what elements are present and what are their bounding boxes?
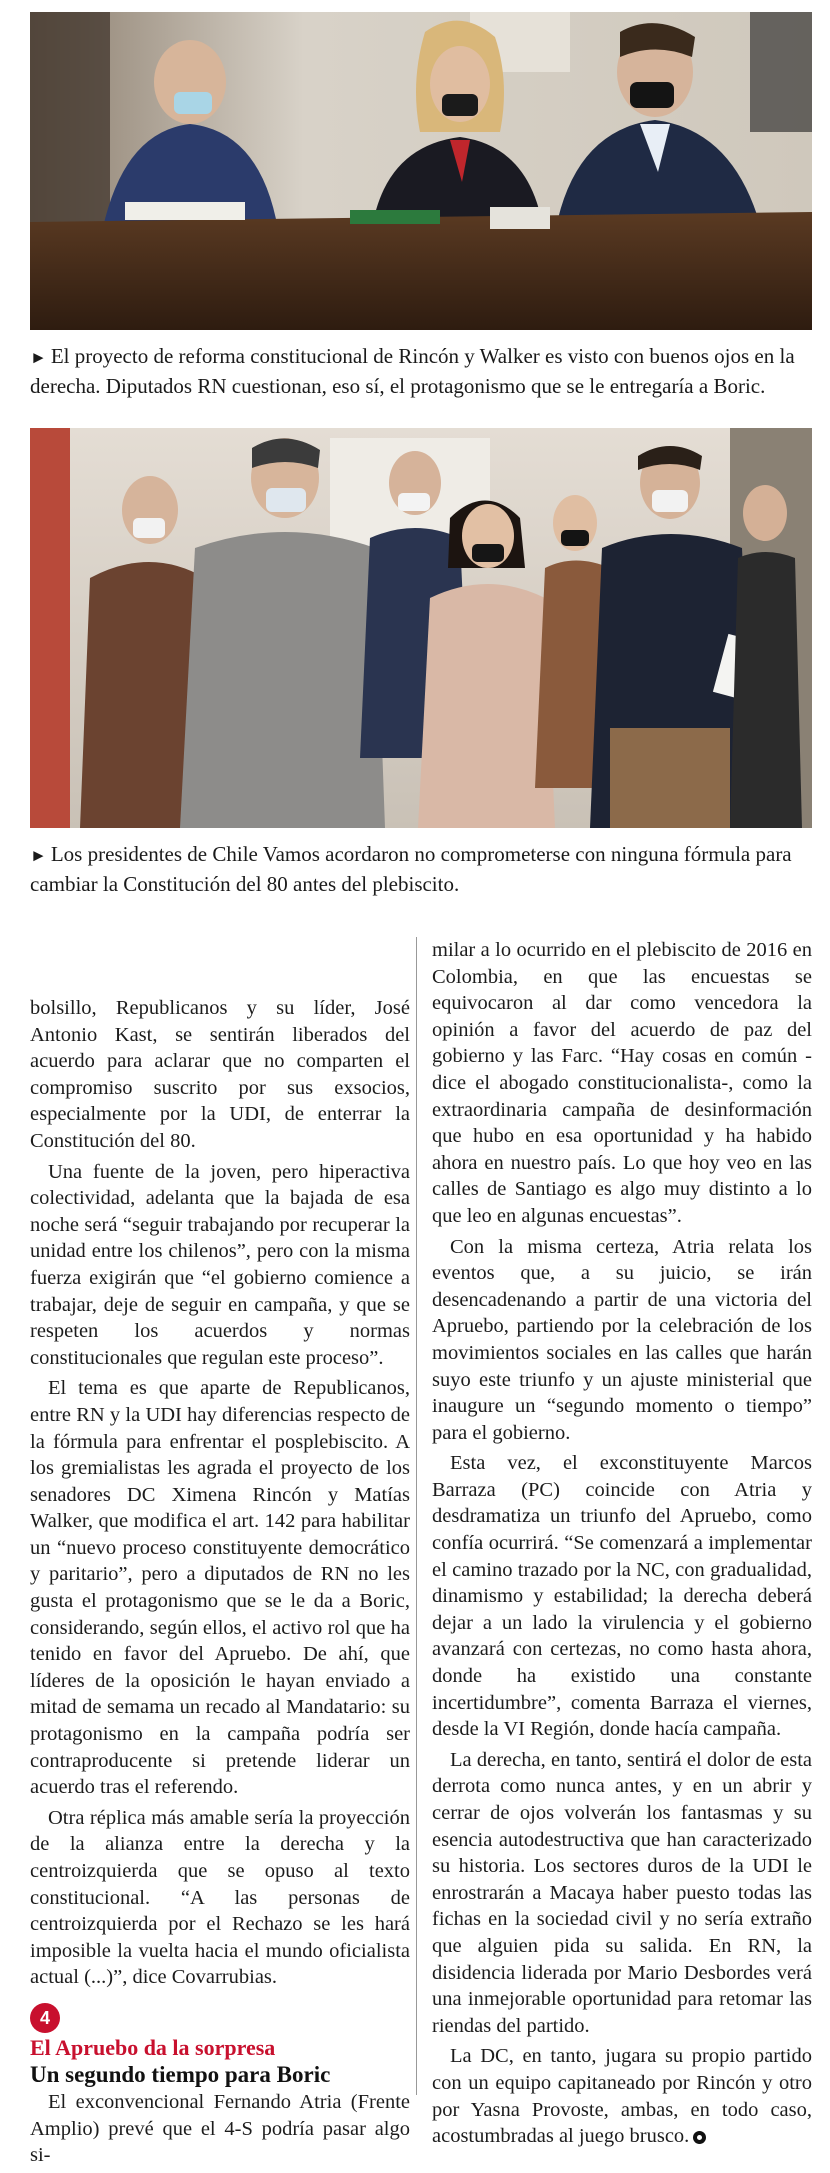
section-subtitle: Un segundo tiempo para Boric (30, 2061, 331, 2087)
caption-text-1: El proyecto de reforma constitucional de Rincón y Walker es visto con buenos ojos en la derecha. Diputados RN cuestionan, eso sí, el protagonismo que se le entregaría a Boric. (30, 344, 795, 398)
article-paragraph: Otra réplica más amable sería la proyección de la alianza entre la derecha y la centroizquierda que se opuso al texto constitucional. “A las personas de centroizquierda por el Rechazo se les hará imposible la vuelta hacia el mundo oficialista actual (...)”, dice Covarrubias. (30, 1806, 410, 1989)
article-paragraph: Esta vez, el exconstituyente Marcos Barraza (PC) coincide con Atria y desdramatiza un triunfo del Apruebo, como confía ocurrirá. “Se comenzará a implementar el camino trazado por la NC, con gradualidad, dinamismo y estabilidad; la derecha deberá dejar a un lado la virulencia y el gobierno avanzará con certezas, no como hasta ahora, donde ha existido una constante incertidumbre”, comenta Barraza el viernes, desde la VI Región, donde hacía campaña. (432, 1452, 812, 1741)
caption-marker: ► (30, 846, 47, 865)
article-paragraph: Una fuente de la joven, pero hiperactiva colectividad, adelanta que la bajada de esa noche será “seguir trabajando por recuperar la unidad entre los chilenos”, pero con la misma fuerza exigirán que “el gobierno comience a trabajar, deje de seguir en campaña, y que se respeten los acuerdos y normas constitucionales que regulan este proceso”. (30, 1160, 410, 1369)
section-title: El Apruebo da la sorpresa (30, 2034, 276, 2060)
article-paragraph: El exconvencional Fernando Atria (Frente Amplio) prevé que el 4-S podría pasar algo si- (30, 2090, 410, 2167)
article-paragraph: Con la misma certeza, Atria relata los eventos que, a su juicio, se irán desencadenando a partir de una victoria del Apruebo, partiendo por la celebración de los movimientos sociales en las calles que harán suyo este triunfo y un ajuste ministerial que inaugure un “segundo momento o tiempo” para el gobierno. (432, 1235, 812, 1444)
article-column-right (432, 937, 812, 2154)
article-paragraph: La derecha, en tanto, sentirá el dolor de esta derrota como nunca antes, y en un abrir y cerrar de ojos volverán los fantasmas y su esencia autodestructiva que han caracterizado su historia. Los sectores duros de la UDI le enrostrarán a Macaya haber puesto todas las fichas en la sociedad civil y no sería extraño que alguien pida su salida. En RN, la disidencia liderada por Mario Desbordes verá una inmejorable oportunidad para retomar las riendas del partido. (432, 1748, 812, 2037)
article-paragraph: bolsillo, Republicanos y su líder, José Antonio Kast, se sentirán liberados del acuerdo para aclarar que no comparten el compromiso suscrito por sus exsocios, especialmente por la UDI, de enterrar la Constitución del 80. (30, 997, 410, 1152)
photo-caption-1 (30, 342, 812, 401)
column-divider (416, 937, 417, 2095)
section-number-badge: 4 (30, 2003, 60, 2033)
article-paragraph: El tema es que aparte de Republicanos, entre RN y la UDI hay diferencias respecto de la fórmula para enfrentar el posplebiscito. A los gremialistas les agrada el proyecto de los senadores DC Ximena Rincón y Matías Walker, que modifica el art. 142 para habilitar un “nuevo proceso constituyente democrático y paritario”, pero a diputados de RN no les gusta el protagonismo que se le da a Boric, considerando, según ellos, el activo rol que ha tenido en favor del Apruebo. De ahí, que líderes de la oposición le hayan enviado a mitad de semama un recado al Mandatario: su protagonismo en la campaña podría ser contraproducente si pretende liderar un acuerdo tras el referendo. (30, 1377, 410, 1799)
article-column-left (30, 995, 410, 2173)
article-paragraph: milar a lo ocurrido en el plebiscito de 2016 en Colombia, en que las encuestas se equivocaron al dar como vencedora la opinión a favor del acuerdo de paz del gobierno y las Farc. “Hay cosas en común -dice el abogado constitucionalista-, como la extraordinaria campaña de desinformación que hubo en esa oportunidad y ha habido ahora en nuestro país. Lo que hoy veo en las calles de Santiago es algo muy distinto a lo que leo en algunas encuestas”. (432, 939, 812, 1227)
photo-meeting (30, 12, 812, 330)
photo-chile-vamos (30, 428, 812, 828)
article-last-text: La DC, en tanto, jugara su propio partido con un equipo capitaneado por Rincón y otro por Yasna Provoste, ambas, en todo caso, acostumbradas al juego brusco. (432, 2045, 812, 2148)
article-paragraph-last (432, 2043, 812, 2149)
photo-caption-2 (30, 840, 812, 899)
caption-text-2: Los presidentes de Chile Vamos acordaron no comprometerse con ninguna fórmula para cambiar la Constitución del 80 antes del plebiscito. (30, 842, 792, 896)
caption-marker: ► (30, 348, 47, 367)
